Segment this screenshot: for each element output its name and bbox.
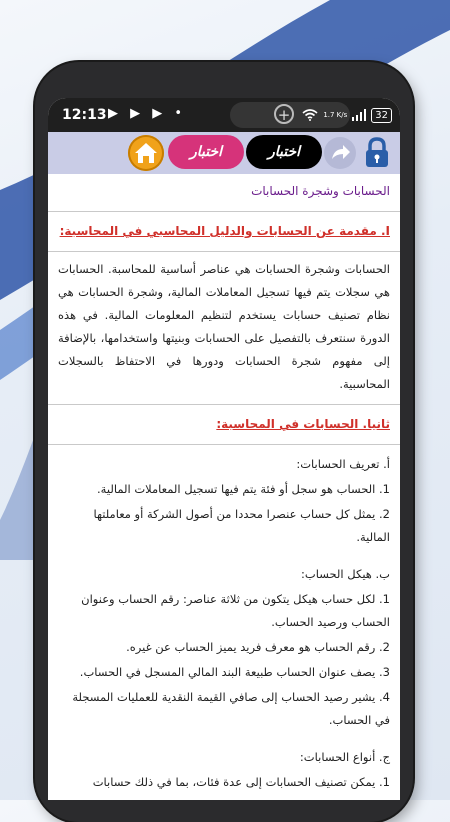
list-item: 2. يمثل كل حساب عنصرا محددا من أصول الشركة أو معاملتها المالية. xyxy=(93,507,390,544)
subsection-c-title: ج. أنواع الحسابات: xyxy=(299,750,390,764)
signal-icon xyxy=(352,109,366,121)
status-bar xyxy=(48,98,400,132)
section2-divider xyxy=(48,404,400,405)
lock-button[interactable] xyxy=(360,136,394,170)
zoom-in-icon[interactable]: + xyxy=(274,104,294,124)
home-button[interactable] xyxy=(128,135,164,171)
notification-icons: ▶ ▶ ▶ • xyxy=(108,106,187,121)
status-time: 12:13 xyxy=(62,107,107,123)
section2-heading: ثانيا. الحسابات في المحاسبة: xyxy=(216,417,390,431)
status-right-icons xyxy=(302,104,392,126)
subsection-b-title: ب. هيكل الحساب: xyxy=(301,567,390,581)
wifi-icon xyxy=(302,109,318,121)
network-speed: 1.7 K/s xyxy=(323,111,348,119)
section1-heading: I. مقدمة عن الحسابات والدليل المحاسبي في المحاسبة: xyxy=(59,224,390,238)
list-item: 4. يشير رصيد الحساب إلى صافي القيمة النقدية للعمليات المسجلة في الحساب. xyxy=(72,690,390,727)
app-screen xyxy=(48,98,400,800)
title-divider xyxy=(48,211,400,212)
top-toolbar xyxy=(48,132,400,174)
list-item: 1. الحساب هو سجل أو فئة يتم فيها تسجيل المعاملات المالية. xyxy=(97,482,390,496)
list-item: 1. لكل حساب هيكل يتكون من ثلاثة عناصر: رقم الحساب وعنوان الحساب ورصيد الحساب. xyxy=(81,592,390,629)
list-item: 3. يصف عنوان الحساب طبيعة البند المالي المسجل في الحساب. xyxy=(79,665,390,679)
lock-icon xyxy=(360,136,394,170)
list-item: 1. يمكن تصنيف الحسابات إلى عدة فئات، بما في ذلك حسابات xyxy=(92,775,390,789)
page-title: الحسابات وشجرة الحسابات xyxy=(251,184,390,198)
quiz-tab-pink[interactable]: اختبار xyxy=(168,135,244,169)
quiz-tab-dark[interactable]: اختبار xyxy=(246,135,322,169)
share-arrow-icon xyxy=(324,137,356,169)
battery-icon: 32 xyxy=(371,108,392,123)
list-item: 2. رقم الحساب هو معرف فريد يميز الحساب عن غيره. xyxy=(126,640,390,654)
home-icon xyxy=(128,135,164,171)
section2-divider-bottom xyxy=(48,444,400,445)
subsection-a-title: أ. تعريف الحسابات: xyxy=(296,457,390,471)
lesson-content xyxy=(48,174,400,800)
share-button[interactable] xyxy=(324,137,356,169)
section1-divider xyxy=(48,251,400,252)
section1-paragraph: الحسابات وشجرة الحسابات هي عناصر أساسية للمحاسبة. الحسابات هي سجلات يتم فيها تسجيل المعاملات المالية، وشجرة الحسابات هي نظام تصنيف حسابات يستخدم لتنظيم المعلومات المالية. في هذه الدورة سنتعرف بالتفصيل على الحسابات وبنيتها واستخدامها، بالإضافة إلى مفهوم شجرة الحسابات ودورها في الاحتفاظ بالسجلات المحاسبية. xyxy=(58,262,390,391)
